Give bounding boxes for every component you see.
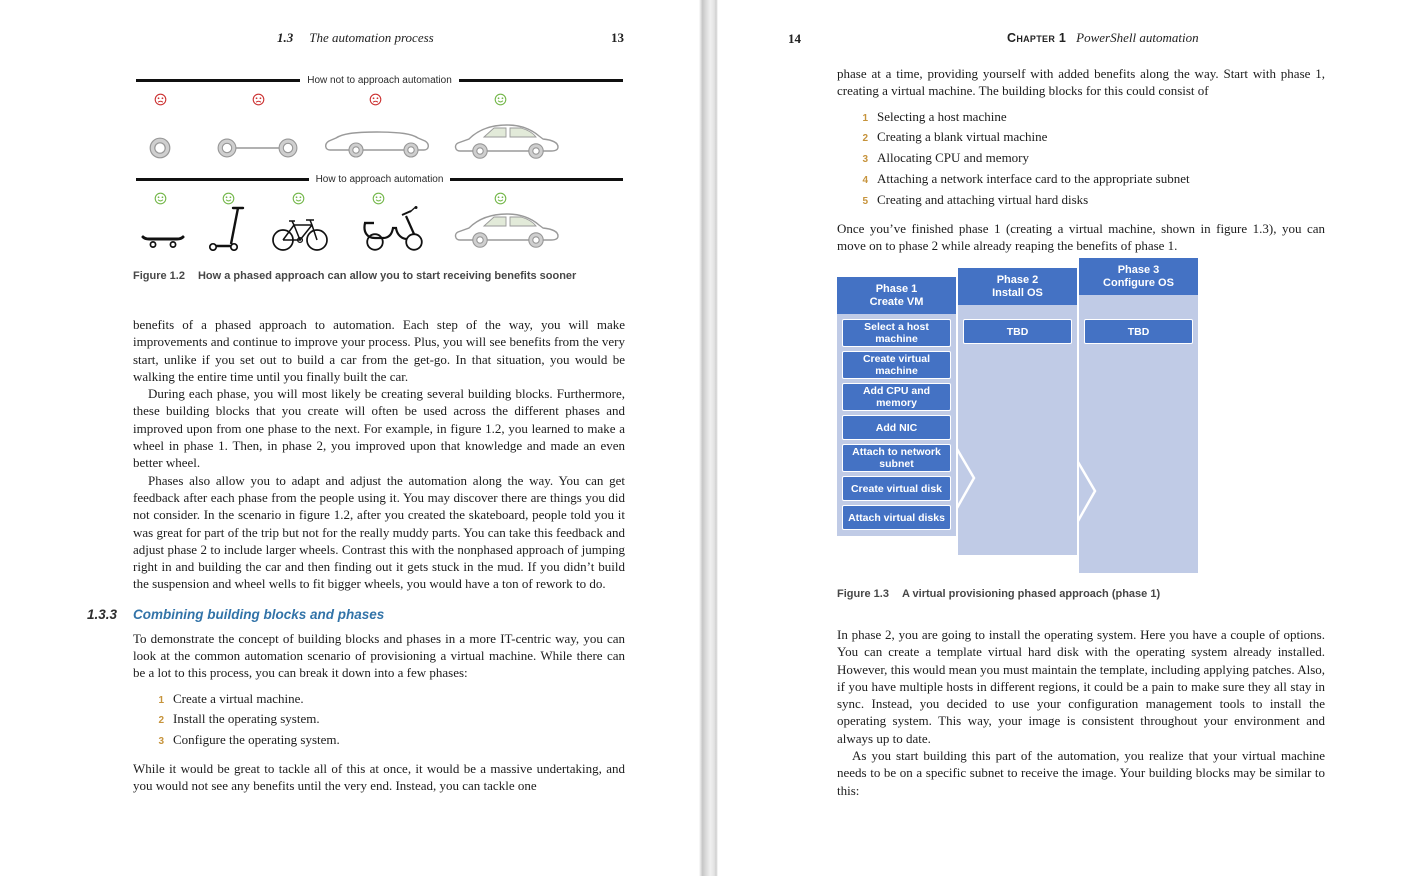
right-page-body-bottom bbox=[837, 626, 1325, 799]
car-icon bbox=[452, 116, 562, 160]
section-heading-number: 1.3.3 bbox=[87, 606, 118, 622]
phase-1-body bbox=[837, 314, 956, 536]
phase-2-title: Phase 2 bbox=[996, 273, 1039, 286]
phase-1-title: Phase 1 bbox=[875, 282, 918, 295]
paragraph: Phases also allow you to adapt and adjust the automation along the way. You can get feedback after each phase from the people using it. You may discover there are things you did not consider. In the scenario in figure 1.2, after you created the skateboard, people told you it was great for part of the trip but not for the really muddy parts. You can take this feedback and adjust phase 2 to include larger wheels. Contrast this with the nonphased approach of jumping right in and building the car and then finding out it gets stuck in the mud. If you didn’t build the suspension and wheel wells to fit bigger wheels, you would have a ton of rework to do. bbox=[133, 472, 625, 592]
phase-2-column bbox=[958, 268, 1077, 555]
phase-2-header bbox=[958, 268, 1077, 305]
phase-2-subtitle: Install OS bbox=[992, 286, 1043, 299]
happy-face-icon bbox=[494, 93, 507, 106]
paragraph: benefits of a phased approach to automation. Each step of the way, you will make improvements and continue to improve your process. Plus, you will see benefits from the very start, unlike if you set out to build a car from the get-go. In that situation, you would be walking the entire time until you finally built the car. bbox=[133, 317, 625, 384]
wheel-icon bbox=[149, 137, 171, 159]
list-text: Install the operating system. bbox=[173, 711, 320, 727]
phase-3-column bbox=[1079, 258, 1198, 573]
section-heading-title: Combining building blocks and phases bbox=[133, 606, 385, 622]
paragraph: Once you’ve finished phase 1 (creating a virtual machine, shown in figure 1.3), you can move on to phase 2 while already reaping the benefits of phase 1. bbox=[837, 220, 1325, 253]
rule-line bbox=[450, 178, 623, 181]
building-block: Select a host machine bbox=[842, 319, 951, 347]
building-block: Create virtual disk bbox=[842, 476, 951, 501]
list-number: 4 bbox=[862, 174, 868, 186]
building-block: TBD bbox=[1084, 319, 1193, 344]
left-numbered-list bbox=[133, 690, 625, 752]
paragraph: During each phase, you will most likely be creating several building blocks. Furthermore, these building blocks that you create will often be used across the different phases and improved upon from one phase to the next. For example, in figure 1.2, you learned to make a wheel in phase 1. Then, in phase 2, you improved upon that knowledge and made an even better wheel. bbox=[133, 386, 625, 471]
paragraph: phase at a time, providing yourself with added benefits along the way. Start with phase 1, creating a virtual machine. The building blocks for this could consist of bbox=[837, 66, 1325, 99]
list-text: Attaching a network interface card to the appropriate subnet bbox=[877, 170, 1190, 186]
running-head-section-number: 1.3 bbox=[277, 30, 294, 45]
paragraph: As you start building this part of the automation, you realize that your virtual machine needs to be on a specific subnet to receive the image. Your building blocks may be similar to this: bbox=[837, 748, 1325, 798]
rule-how-to bbox=[136, 174, 623, 185]
list-number: 3 bbox=[158, 736, 164, 748]
figure-1-3-diagram bbox=[837, 256, 1198, 574]
rule-label-how-not: How not to approach automation bbox=[307, 75, 452, 86]
figure-1-3-caption bbox=[837, 588, 1160, 600]
paragraph: To demonstrate the concept of building blocks and phases in a more IT-centric way, you can look at the common automation scenario of provisioning a virtual machine. While there can be a lot to this process, you can break it down into a few phases: bbox=[133, 630, 625, 681]
list-text: Creating a blank virtual machine bbox=[877, 129, 1048, 145]
building-block: Add NIC bbox=[842, 415, 951, 440]
moped-icon bbox=[361, 206, 427, 252]
figure-1-2-caption-text: How a phased approach can allow you to start receiving benefits sooner bbox=[197, 270, 577, 282]
figure-1-3-caption-label: Figure 1.3 bbox=[837, 588, 889, 600]
rule-how-not bbox=[136, 75, 623, 86]
figure-1-2-caption-label: Figure 1.2 bbox=[133, 270, 185, 282]
list-number: 2 bbox=[862, 133, 868, 145]
rule-line bbox=[459, 79, 623, 82]
car-body-icon bbox=[323, 121, 431, 159]
list-item bbox=[154, 731, 625, 752]
phase-3-header bbox=[1079, 258, 1198, 295]
phase-1-subtitle: Create VM bbox=[869, 295, 924, 308]
happy-face-icon bbox=[292, 192, 305, 205]
building-block: Attach to network subnet bbox=[842, 444, 951, 472]
right-numbered-list bbox=[837, 108, 1325, 212]
list-item bbox=[858, 191, 1325, 212]
page-number-right: 14 bbox=[788, 31, 801, 46]
figure-1-2 bbox=[133, 72, 625, 270]
list-item bbox=[858, 108, 1325, 129]
phase-3-subtitle: Configure OS bbox=[1103, 276, 1174, 289]
chapter-title: PowerShell automation bbox=[1076, 30, 1199, 45]
section-heading-1-3-3 bbox=[87, 606, 625, 622]
car-icon bbox=[452, 205, 562, 249]
building-block: Add CPU and memory bbox=[842, 383, 951, 411]
list-text: Create a virtual machine. bbox=[173, 690, 304, 706]
list-text: Selecting a host machine bbox=[877, 108, 1007, 124]
list-number: 1 bbox=[158, 694, 164, 706]
running-head-right bbox=[1007, 30, 1199, 46]
figure-1-2-caption bbox=[133, 270, 576, 282]
figure-1-3-caption-text: A virtual provisioning phased approach (phase 1) bbox=[901, 588, 1161, 600]
phase-2-body bbox=[958, 305, 1077, 555]
sad-face-icon bbox=[369, 93, 382, 106]
rule-line bbox=[136, 178, 309, 181]
chapter-label: Chapter 1 bbox=[1007, 31, 1067, 45]
list-number: 5 bbox=[862, 195, 868, 207]
sad-face-icon bbox=[252, 93, 265, 106]
list-item bbox=[154, 690, 625, 711]
list-item bbox=[858, 149, 1325, 170]
phase-3-body bbox=[1079, 295, 1198, 573]
list-number: 3 bbox=[862, 154, 868, 166]
building-block: Create virtual machine bbox=[842, 351, 951, 379]
list-text: Configure the operating system. bbox=[173, 732, 340, 748]
right-page-body-top bbox=[837, 65, 1325, 254]
running-head-left bbox=[277, 30, 434, 46]
scooter-icon bbox=[207, 203, 245, 251]
sad-face-icon bbox=[154, 93, 167, 106]
page-gutter-shadow bbox=[699, 0, 718, 876]
list-item bbox=[858, 170, 1325, 191]
bicycle-icon bbox=[271, 214, 329, 252]
building-block: Attach virtual disks bbox=[842, 505, 951, 530]
skateboard-icon bbox=[141, 230, 185, 248]
list-text: Allocating CPU and memory bbox=[877, 150, 1030, 166]
list-number: 2 bbox=[158, 715, 164, 727]
building-block: TBD bbox=[963, 319, 1072, 344]
left-page-body bbox=[87, 316, 625, 795]
phase-3-title: Phase 3 bbox=[1117, 263, 1160, 276]
paragraph: While it would be great to tackle all of this at once, it would be a massive undertaking, and you would not see any benefits until the very end. Instead, you can tackle one bbox=[133, 761, 625, 794]
running-head-section-title: The automation process bbox=[309, 30, 434, 45]
phase-1-header bbox=[837, 277, 956, 314]
rule-line bbox=[136, 79, 300, 82]
paragraph: In phase 2, you are going to install the operating system. Here you have a couple of options. You can create a template virtual hard disk with the operating system already installed. However, this would mean you must maintain the template, including applying patches. Also, if you have multiple hosts in different regions, it could be a pain to make sure they all stay in sync. Instead, you decided to use your configuration management tools to install the operating system. This way, your image is consistent throughout your environment and always up to date. bbox=[837, 627, 1325, 746]
happy-face-icon bbox=[154, 192, 167, 205]
page-number-left: 13 bbox=[611, 30, 624, 45]
list-number: 1 bbox=[862, 112, 868, 124]
chassis-icon bbox=[215, 136, 305, 160]
list-item bbox=[858, 128, 1325, 149]
list-text: Creating and attaching virtual hard disks bbox=[877, 191, 1089, 207]
rule-label-how-to: How to approach automation bbox=[315, 174, 444, 185]
phase-1-column bbox=[837, 277, 956, 536]
happy-face-icon bbox=[494, 192, 507, 205]
happy-face-icon bbox=[372, 192, 385, 205]
list-item bbox=[154, 710, 625, 731]
